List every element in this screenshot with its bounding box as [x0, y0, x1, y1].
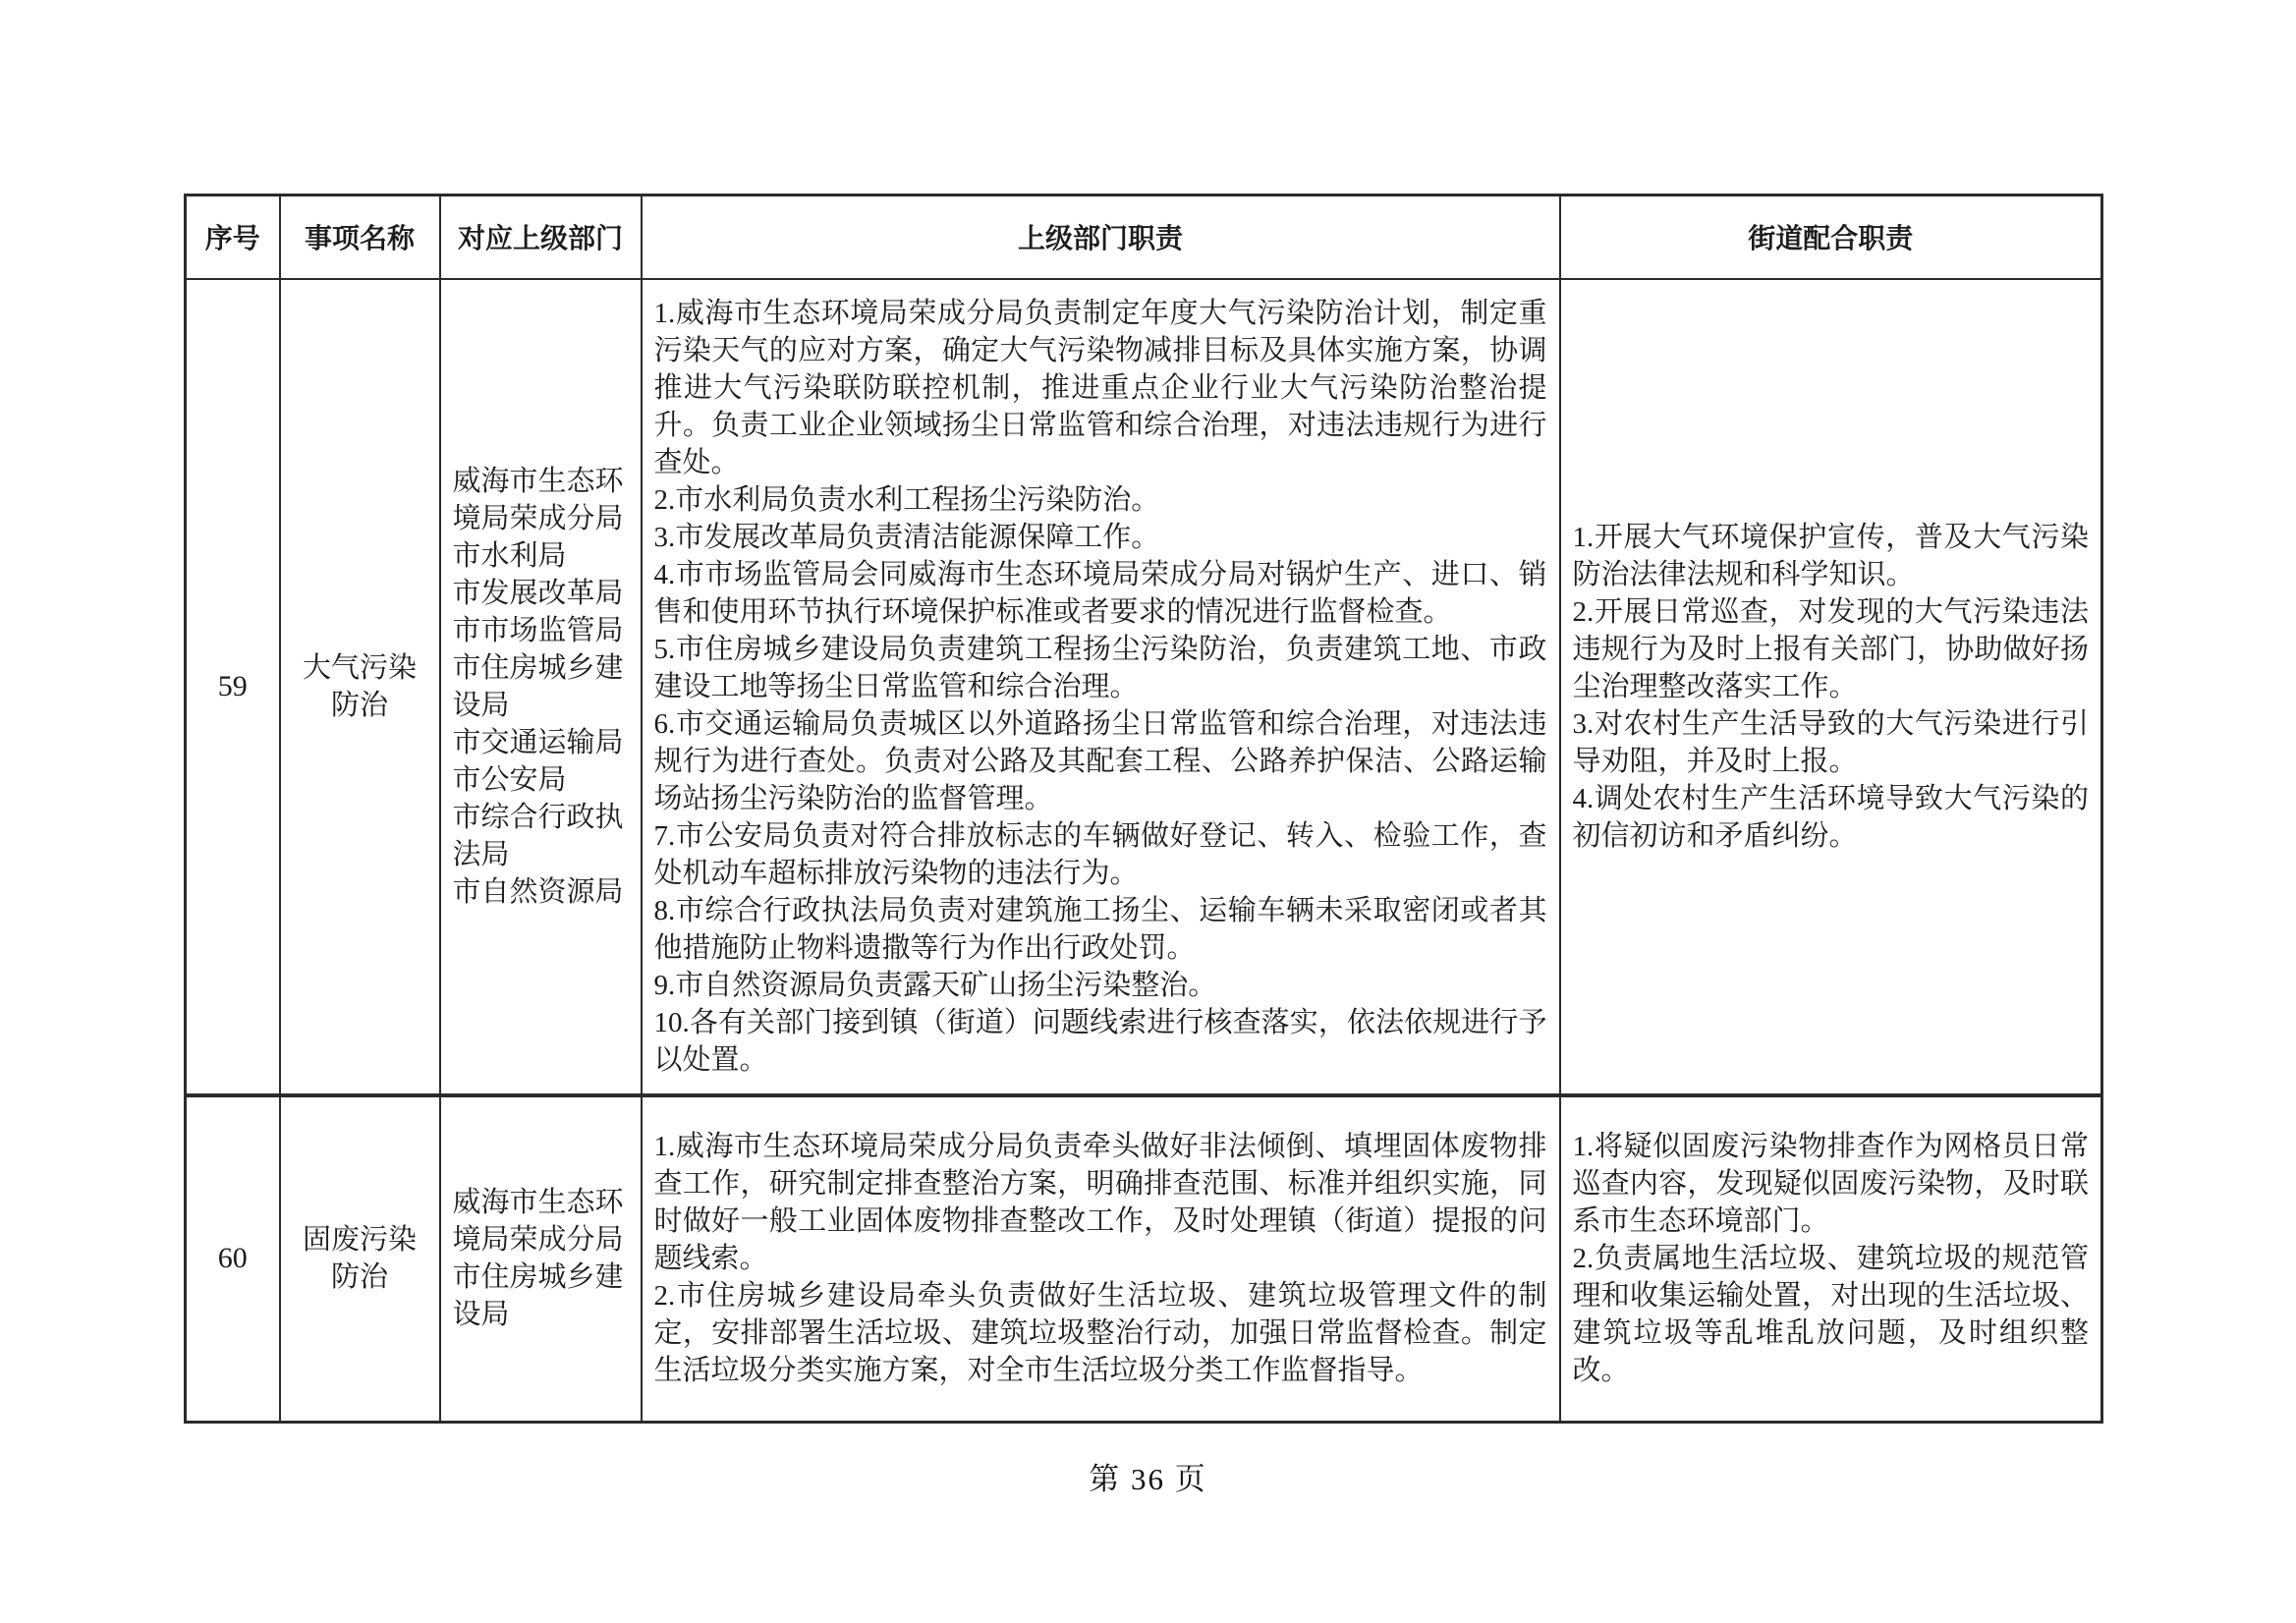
seq-cell: 60: [186, 1095, 280, 1423]
text-line: 市综合行政执法局: [452, 801, 624, 870]
text-line: 市水利局: [452, 539, 567, 572]
text-line: 10.各有关部门接到镇（街道）问题线索进行核查落实，依法依规进行予以处置。: [653, 1006, 1547, 1076]
text-line: 1.开展大气环境保护宣传，普及大气污染防治法律法规和科学知识。: [1572, 521, 2089, 590]
text-line: 1.威海市生态环境局荣成分局负责制定年度大气污染防治计划，制定重污染天气的应对方案，确定大气污染物减排目标及具体实施方案，协调推进大气污染联防联控机制，推进重点企业行业大气污染防治整治提升。负责工业企业领域扬尘日常监管和综合治理，对违法违规行为进行查处。: [653, 297, 1547, 478]
text-line: 3.市发展改革局负责清洁能源保障工作。: [653, 521, 1160, 553]
text-line: 4.调处农村生产生活环境导致大气污染的初信初访和矛盾纠纷。: [1572, 782, 2089, 852]
table-header-row: [186, 196, 2102, 279]
table-row-60: [186, 1095, 2102, 1423]
text-line: 市住房城乡建设局: [452, 651, 624, 721]
page-number: 第 36 页: [1089, 1462, 1207, 1496]
text-line: 2.开展日常巡查，对发现的大气污染违法违规行为及时上报有关部门，协助做好扬尘治理整改落实工作。: [1572, 595, 2089, 702]
superior-duties-cell: [642, 279, 1560, 1095]
text-line: 市公安局: [452, 763, 567, 796]
text-line: 5.市住房城乡建设局负责建筑工程扬尘污染防治，负责建筑工地、市政建设工地等扬尘日常监管和综合治理。: [653, 633, 1547, 702]
column-header-street-duties: 街道配合职责: [1560, 196, 2102, 279]
superior-duties-cell: [642, 1095, 1560, 1423]
text-line: 市交通运输局: [452, 726, 624, 758]
text-line: 7.市公安局负责对符合排放标志的车辆做好登记、转入、检验工作，查处机动车超标排放污染物的违法行为。: [653, 819, 1547, 889]
text-line: 1.威海市生态环境局荣成分局负责牵头做好非法倾倒、填埋固体废物排查工作，研究制定排查整治方案，明确排查范围、标准并组织实施，同时做好一般工业固体废物排查整改工作，及时处理镇（街道）提报的问题线索。: [653, 1131, 1547, 1275]
column-header-superior-duties: 上级部门职责: [642, 196, 1560, 279]
text-line: 市住房城乡建设局: [452, 1261, 624, 1331]
column-header-item-name: 事项名称: [280, 196, 440, 279]
column-header-seq: 序号: [186, 196, 280, 279]
text-line: 市自然资源局: [452, 875, 624, 908]
text-line: 市市场监管局: [452, 614, 624, 646]
matters-table-wrap: [184, 194, 2100, 1424]
text-line: 9.市自然资源局负责露天矿山扬尘污染整治。: [653, 969, 1217, 1001]
street-duties-cell: [1560, 279, 2102, 1095]
text-line: 1.将疑似固废污染物排查作为网格员日常巡查内容，发现疑似固废污染物，及时联系市生态环境部门。: [1572, 1131, 2089, 1238]
text-line: 2.市住房城乡建设局牵头负责做好生活垃圾、建筑垃圾管理文件的制定，安排部署生活垃圾、建筑垃圾整治行动，加强日常监督检查。制定生活垃圾分类实施方案，对全市生活垃圾分类工作监督指导。: [653, 1280, 1547, 1387]
matters-table: [184, 194, 2103, 1424]
text-line: 威海市生态环境局荣成分局: [452, 1187, 624, 1257]
text-line: 3.对农村生产生活导致的大气污染进行引导劝阻，并及时上报。: [1572, 707, 2089, 777]
seq-cell: 59: [186, 279, 280, 1095]
text-line: 2.负责属地生活垃圾、建筑垃圾的规范管理和收集运输处置，对出现的生活垃圾、建筑垃圾等乱堆乱放问题，及时组织整改。: [1572, 1243, 2089, 1387]
column-header-superior-department: 对应上级部门: [440, 196, 642, 279]
text-line: 6.市交通运输局负责城区以外道路扬尘日常监管和综合治理，对违法违规行为进行查处。负责对公路及其配套工程、公路养护保洁、公路运输场站扬尘污染防治的监督管理。: [653, 707, 1547, 814]
text-line: 威海市生态环境局荣成分局: [452, 465, 624, 534]
text-line: 市发展改革局: [452, 577, 624, 609]
street-duties-cell: [1560, 1095, 2102, 1423]
departments-cell: [440, 279, 642, 1095]
text-line: 2.市水利局负责水利工程扬尘污染防治。: [653, 483, 1160, 516]
text-line: 4.市市场监管局会同威海市生态环境局荣成分局对锅炉生产、进口、销售和使用环节执行环境保护标准或者要求的情况进行监督检查。: [653, 558, 1547, 628]
departments-cell: [440, 1095, 642, 1423]
item-name-cell: 固废污染防治: [280, 1095, 440, 1423]
item-name-cell: 大气污染防治: [280, 279, 440, 1095]
text-line: 8.市综合行政执法局负责对建筑施工扬尘、运输车辆未采取密闭或者其他措施防止物料遗撒等行为作出行政处罚。: [653, 894, 1547, 964]
table-row-59: [186, 279, 2102, 1095]
